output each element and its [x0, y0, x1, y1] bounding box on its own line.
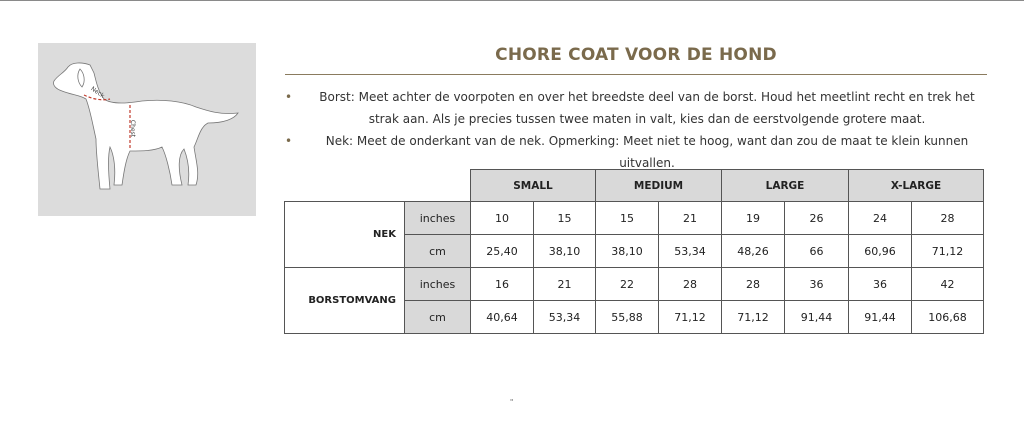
table-cell: 28 — [722, 268, 785, 301]
measurement-notes — [285, 86, 987, 174]
table-cell: 28 — [659, 268, 722, 301]
table-cell: 38,10 — [534, 235, 596, 268]
table-cell: 71,12 — [659, 301, 722, 334]
note-chest — [285, 86, 987, 130]
size-header-large: LARGE — [722, 170, 849, 202]
table-cell: 21 — [659, 202, 722, 235]
table-cell: 26 — [785, 202, 849, 235]
table-cell: 53,34 — [534, 301, 596, 334]
table-cell: 53,34 — [659, 235, 722, 268]
chest-label: Chest — [129, 119, 137, 138]
table-cell: 55,88 — [596, 301, 659, 334]
table-cell: 66 — [785, 235, 849, 268]
header-spacer — [285, 170, 471, 202]
page-title: CHORE COAT VOOR DE HOND — [495, 45, 777, 65]
size-header-small: SMALL — [471, 170, 596, 202]
page-mark: " — [510, 398, 514, 406]
table-cell: 42 — [912, 268, 984, 301]
table-cell: 28 — [912, 202, 984, 235]
dog-silhouette-icon — [38, 43, 256, 216]
table-cell: 19 — [722, 202, 785, 235]
bullet-icon: • — [285, 90, 293, 104]
table-cell: 38,10 — [596, 235, 659, 268]
note-neck — [285, 130, 987, 174]
table-cell: 36 — [849, 268, 912, 301]
size-header-row — [285, 170, 984, 202]
neck-label: Neck — [89, 85, 106, 100]
row-label-chest: BORSTOMVANG — [285, 268, 405, 334]
table-cell: 106,68 — [912, 301, 984, 334]
size-header-medium: MEDIUM — [596, 170, 722, 202]
note-text: Borst: Meet achter de voorpoten en over het breedste deel van de borst. Houd het meetlint recht en trek het strak aan. Als je precies tussen twee maten in valt, kies dan de eerstvolgende grotere maat. — [319, 90, 975, 126]
unit-inches: inches — [405, 268, 471, 301]
table-cell: 10 — [471, 202, 534, 235]
table-cell: 60,96 — [849, 235, 912, 268]
note-text: Nek: Meet de onderkant van de nek. Opmerking: Meet niet te hoog, want dan zou de maat te klein kunnen uitvallen. — [325, 134, 969, 170]
table-cell: 91,44 — [849, 301, 912, 334]
table-cell: 16 — [471, 268, 534, 301]
title-underline — [285, 74, 987, 75]
unit-cm: cm — [405, 235, 471, 268]
table-cell: 48,26 — [722, 235, 785, 268]
unit-cm: cm — [405, 301, 471, 334]
table-cell: 40,64 — [471, 301, 534, 334]
top-divider — [0, 0, 1024, 1]
table-cell: 71,12 — [912, 235, 984, 268]
table-row — [285, 268, 984, 301]
table-cell: 71,12 — [722, 301, 785, 334]
size-table — [284, 169, 984, 334]
table-row — [285, 202, 984, 235]
table-cell: 36 — [785, 268, 849, 301]
bullet-icon: • — [285, 134, 293, 148]
table-cell: 24 — [849, 202, 912, 235]
table-cell: 15 — [534, 202, 596, 235]
size-header-xlarge: X-LARGE — [849, 170, 984, 202]
table-cell: 91,44 — [785, 301, 849, 334]
table-cell: 25,40 — [471, 235, 534, 268]
table-cell: 15 — [596, 202, 659, 235]
table-cell: 22 — [596, 268, 659, 301]
row-label-neck: NEK — [285, 202, 405, 268]
unit-inches: inches — [405, 202, 471, 235]
table-cell: 21 — [534, 268, 596, 301]
dog-measurement-figure — [38, 43, 256, 216]
